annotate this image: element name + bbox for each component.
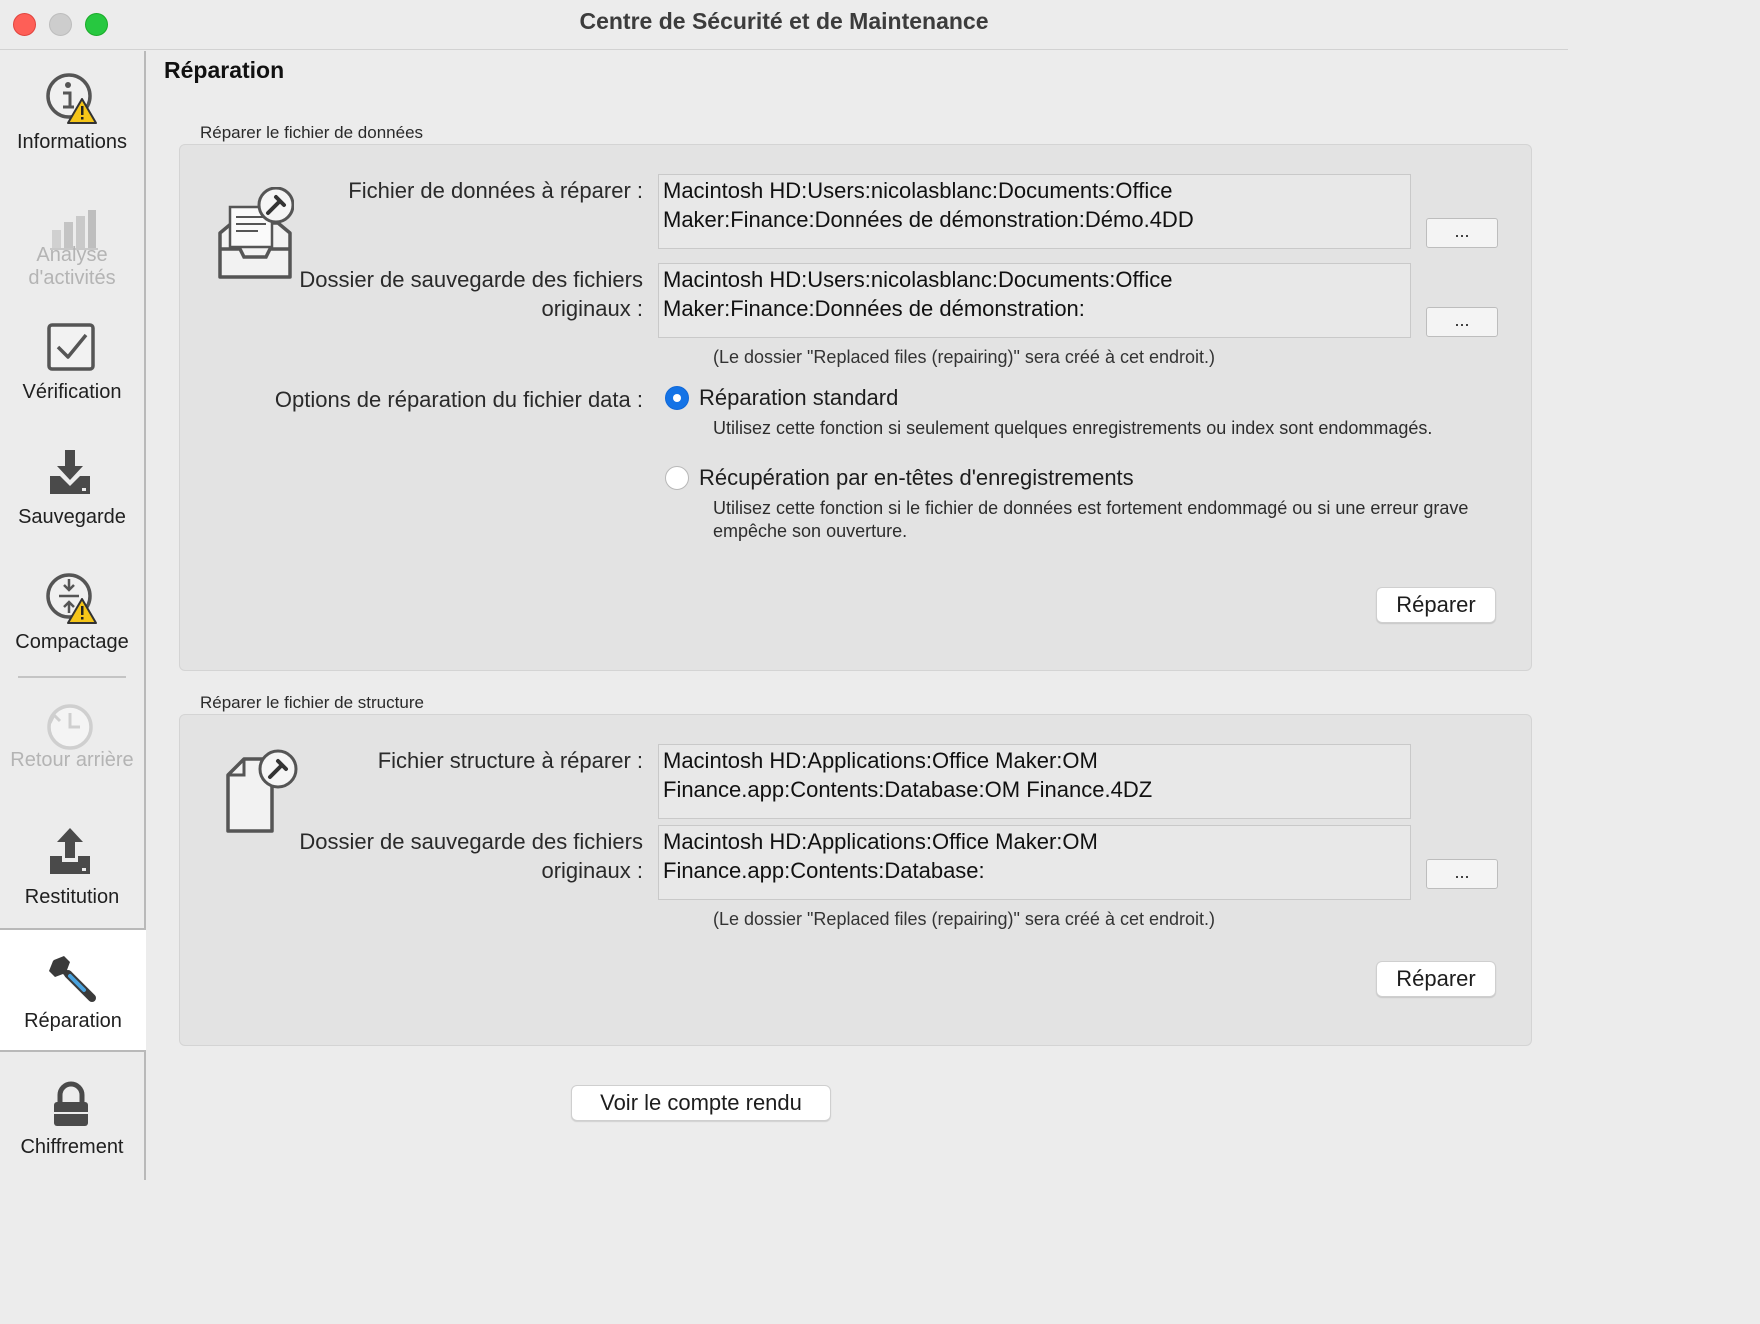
title-bar (0, 0, 1568, 50)
sidebar-item-label: Vérification (22, 381, 122, 403)
sidebar-item-sauvegarde[interactable] (0, 426, 144, 550)
sidebar-item-restitution[interactable] (0, 806, 144, 930)
upload-tray-icon (44, 826, 100, 882)
sidebar (0, 51, 146, 1180)
sidebar-separator (18, 676, 126, 678)
standard-repair-label[interactable]: Réparation standard (699, 385, 899, 410)
sidebar-item-label: Analyse d'activités (28, 244, 116, 289)
sidebar-item-label: Retour arrière (10, 749, 134, 771)
structure-file-label: Fichier structure à réparer : (377, 748, 643, 773)
radio-header-recovery[interactable] (665, 466, 689, 490)
data-file-path-field[interactable]: Macintosh HD:Users:nicolasblanc:Documents:Office Maker:Finance:Données de démonstration:Démo.4DD (658, 174, 1411, 249)
sidebar-item-retour (0, 681, 144, 805)
sidebar-item-label: Réparation (24, 1010, 122, 1032)
data-backup-path-field[interactable]: Macintosh HD:Users:nicolasblanc:Documents:Office Maker:Finance:Données de démonstration: (658, 263, 1411, 338)
repair-structure-button[interactable]: Réparer (1376, 961, 1496, 997)
window-title: Centre de Sécurité et de Maintenance (579, 8, 989, 34)
header-recovery-label[interactable]: Récupération par en-têtes d'enregistrements (699, 465, 1134, 490)
data-group-label: Réparer le fichier de données (200, 123, 424, 142)
sidebar-item-label: Restitution (24, 886, 120, 908)
browse-data-file-button[interactable]: ... (1426, 218, 1498, 248)
structure-backup-path-field[interactable]: Macintosh HD:Applications:Office Maker:OM Finance.app:Contents:Database: (658, 825, 1411, 900)
data-file-label: Fichier de données à réparer : (348, 178, 643, 203)
page-title: Réparation (164, 57, 285, 83)
sidebar-item-reparation[interactable] (0, 928, 146, 1052)
compact-warning-icon (44, 571, 100, 627)
sidebar-item-label: Sauvegarde (18, 506, 126, 528)
lock-icon (44, 1076, 100, 1132)
header-recovery-description: Utilisez cette fonction si le fichier de données est fortement endommagé ou si une erreur grave empêche son ouverture. (713, 498, 1469, 541)
sidebar-item-label: Compactage (15, 631, 129, 653)
structure-backup-note: (Le dossier "Replaced files (repairing)" sera créé à cet endroit.) (713, 909, 1216, 929)
data-backup-label: Dossier de sauvegarde des fichiers originaux : (299, 267, 643, 321)
data-backup-note: (Le dossier "Replaced files (repairing)" sera créé à cet endroit.) (713, 347, 1216, 367)
radio-standard-repair[interactable] (665, 386, 689, 410)
data-repair-group (179, 144, 1532, 671)
view-report-button[interactable]: Voir le compte rendu (571, 1085, 831, 1121)
sidebar-item-label: Chiffrement (20, 1136, 124, 1158)
info-warning-icon (44, 71, 100, 127)
structure-repair-group (179, 714, 1532, 1046)
sidebar-item-chiffrement[interactable] (0, 1056, 144, 1180)
sidebar-item-analyse (0, 176, 144, 300)
standard-repair-description: Utilisez cette fonction si seulement quelques enregistrements ou index sont endommagés. (713, 418, 1433, 438)
structure-group-label: Réparer le fichier de structure (200, 693, 424, 712)
structure-backup-label: Dossier de sauvegarde des fichiers originaux : (299, 829, 643, 883)
structure-file-path-field[interactable]: Macintosh HD:Applications:Office Maker:OM Finance.app:Contents:Database:OM Finance.4DZ (658, 744, 1411, 819)
main-panel (148, 51, 1568, 1180)
sidebar-item-verification[interactable] (0, 301, 144, 425)
browse-structure-backup-button[interactable]: ... (1426, 859, 1498, 889)
repair-options-label: Options de réparation du fichier data : (274, 387, 643, 412)
download-tray-icon (44, 446, 100, 502)
repair-data-button[interactable]: Réparer (1376, 587, 1496, 623)
sidebar-item-label: Informations (16, 131, 128, 153)
sidebar-item-compactage[interactable] (0, 551, 144, 675)
sidebar-item-informations[interactable] (0, 51, 144, 175)
checkbox-icon (44, 321, 100, 377)
wrench-icon (44, 950, 100, 1006)
browse-data-backup-button[interactable]: ... (1426, 307, 1498, 337)
